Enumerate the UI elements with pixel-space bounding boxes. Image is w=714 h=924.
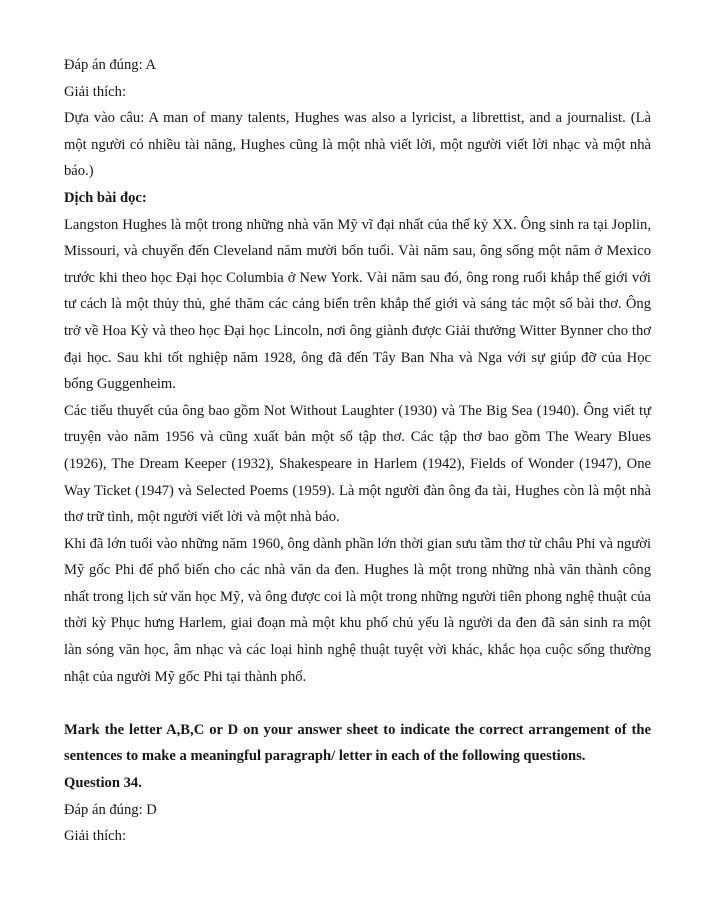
section-instruction: Mark the letter A,B,C or D on your answer sheet to indicate the correct arrangement of the sentences to make a meaningful paragraph/ letter in each of the following questions.: [64, 721, 651, 765]
explanation-text-q33: Dựa vào câu: A man of many talents, Hughes was also a lyricist, a librettist, and a journalist. (Là một người có nhiều tài năng, Hughes cũng là một nhà viết lời, một người viết lời nhạc và một nhà báo.): [64, 110, 651, 180]
answer-line-q34: Đáp án đúng: D: [64, 801, 157, 818]
translation-paragraph-1: Langston Hughes là một trong những nhà văn Mỹ vĩ đại nhất của thế kỷ XX. Ông sinh ra tại Joplin, Missouri, và chuyển đến Cleveland năm mười bốn tuổi. Vài năm sau, ông sống một năm ở Mexico trước khi theo học Đại học Columbia ở New York. Vài năm sau đó, ông rong ruổi khắp thế giới với tư cách là một thủy thủ, ghé thăm các cảng biển trên khắp thế giới và sáng tác một số bài thơ. Ông trở về Hoa Kỳ và theo học Đại học Lincoln, nơi ông giành được Giải thưởng Witter Bynner cho thơ đại học. Sau khi tốt nghiệp năm 1928, ông đã đến Tây Ban Nha và Nga với sự giúp đỡ của Học bổng Guggenheim.: [64, 216, 651, 393]
explanation-label-q33: Giải thích:: [64, 83, 127, 100]
translation-paragraph-3: Khi đã lớn tuổi vào những năm 1960, ông dành phần lớn thời gian sưu tầm thơ từ châu Phi và người Mỹ gốc Phi để phổ biến cho các nhà văn da đen. Hughes là một trong những nhà văn thành công nhất trong lịch sử văn học Mỹ, và ông được coi là một trong những người tiên phong nghệ thuật của thời kỳ Phục hưng Harlem, giai đoạn mà một khu phố chủ yếu là người da đen đã sản sinh ra một làn sóng văn học, âm nhạc và các loại hình nghệ thuật tuyệt vời khác, khắc họa cuộc sống thường nhật của người Mỹ gốc Phi tại thành phố.: [64, 535, 651, 685]
answer-line-q33: Đáp án đúng: A: [64, 57, 157, 73]
explanation-label-q34: Giải thích:: [64, 828, 127, 845]
translation-paragraph-2: Các tiểu thuyết của ông bao gồm Not Without Laughter (1930) và The Big Sea (1940). Ông viết tự truyện vào năm 1956 và cũng xuất bản một số tập thơ. Các tập thơ bao gồm The Weary Blues (1926), The Dream Keeper (1932), Shakespeare in Harlem (1942), Fields of Wonder (1947), One Way Ticket (1947) và Selected Poems (1959). Là một người đàn ông đa tài, Hughes còn là một nhà thơ trữ tình, một người viết lời và một nhà báo.: [64, 402, 651, 526]
translation-heading: Dịch bài đọc:: [64, 189, 147, 206]
question-34-heading: Question 34.: [64, 775, 142, 792]
